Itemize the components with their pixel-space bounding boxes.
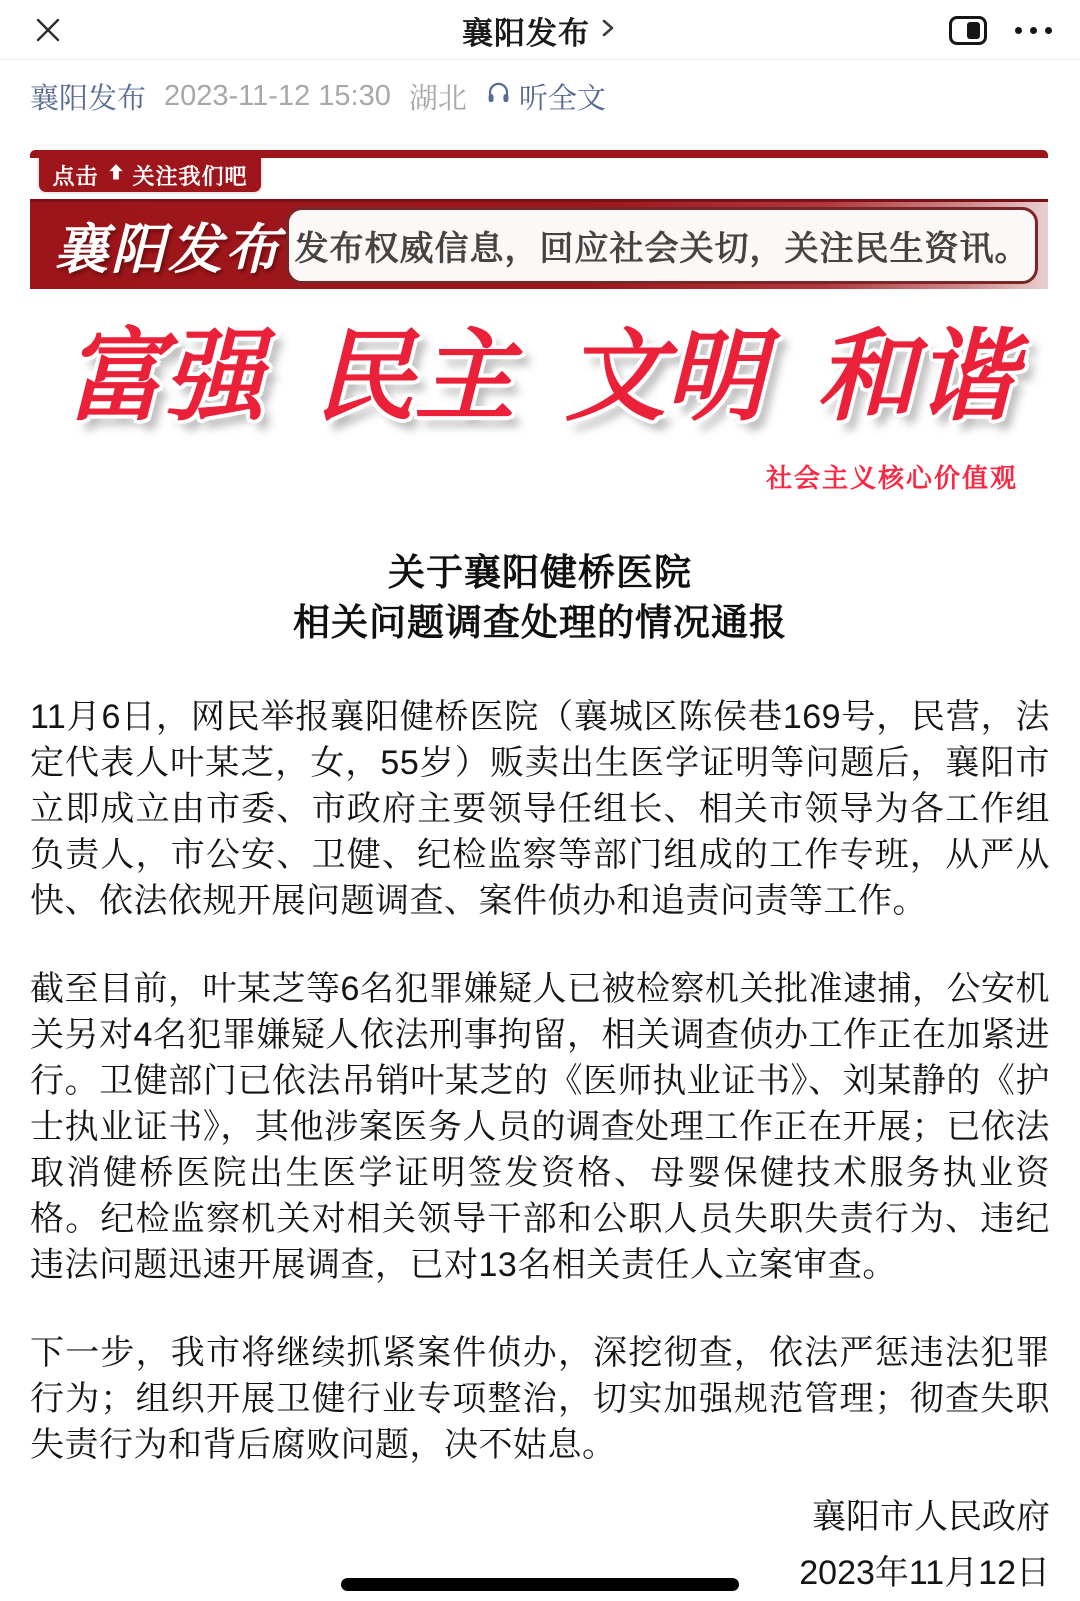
article-body xyxy=(30,548,1050,1596)
core-values-words xyxy=(30,318,1050,438)
core-value-word: 文明 xyxy=(565,322,766,433)
article-paragraph: 11月6日，网民举报襄阳健桥医院（襄城区陈侯巷169号，民营，法定代表人叶某芝，女，55岁）贩卖出生医学证明等问题后，襄阳市立即成立由市委、市政府主要领导任组长、相关市领导为各工作组负责人，市公安、卫健、纪检监察等部门组成的工作专班，从严从快、依法依规开展问题调查、案件侦办和追责问责等工作。 xyxy=(30,698,1050,920)
banner-slogan-box xyxy=(286,207,1038,284)
core-value-word: 民主 xyxy=(314,322,515,433)
top-nav-bar xyxy=(0,0,1080,60)
more-options-icon[interactable] xyxy=(1015,27,1052,34)
core-values-image[interactable] xyxy=(30,318,1050,508)
account-header-banner[interactable] xyxy=(30,150,1048,289)
publish-datetime: 2023-11-12 15:30 xyxy=(164,79,391,112)
article-title-line-2: 相关问题调查处理的情况通报 xyxy=(293,602,787,643)
close-icon[interactable] xyxy=(34,16,62,44)
follow-tab-suffix: 关注我们吧 xyxy=(132,163,248,189)
banner-slogan-text: 发布权威信息，回应社会关切，关注民生资讯。 xyxy=(294,231,1030,268)
nav-right-actions xyxy=(949,0,1052,60)
article-title xyxy=(30,548,1050,648)
listen-full-text-button[interactable] xyxy=(485,76,606,117)
publish-location: 湖北 xyxy=(408,82,467,115)
float-window-icon[interactable] xyxy=(949,16,987,45)
banner-main-strip xyxy=(30,199,1048,289)
banner-brand-calligraphy: 襄阳发布 xyxy=(54,220,282,280)
article-meta-row xyxy=(30,76,1050,116)
signature-date: 2023年11月12日 xyxy=(799,1554,1050,1592)
listen-full-text-label: 听全文 xyxy=(518,82,606,115)
core-value-word: 富强 xyxy=(64,322,264,433)
core-values-caption: 社会主义核心价值观 xyxy=(765,463,1018,493)
arrow-up-icon xyxy=(106,162,126,188)
article-paragraph: 截至目前，叶某芝等6名犯罪嫌疑人已被检察机关批准逮捕，公安机关另对4名犯罪嫌疑人依法刑事拘留，相关调查侦办工作正在加紧进行。卫健部门已依法吊销叶某芝的《医师执业证书》、刘某静的《护士执业证书》，其他涉案医务人员的调查处理工作正在开展；已依法取消健桥医院出生医学证明签发资格、母婴保健技术服务执业资格。纪检监察机关对相关领导干部和公职人员失职失责行为、违纪违法问题迅速开展调查，已对13名相关责任人立案审查。 xyxy=(30,970,1050,1284)
article-paragraph: 下一步，我市将继续抓紧案件侦办，深挖彻查，依法严惩违法犯罪行为；组织开展卫健行业专项整治，切实加强规范管理；彻查失职失责行为和背后腐败问题，决不姑息。 xyxy=(30,1334,1050,1464)
headphone-icon xyxy=(485,79,512,114)
chevron-right-icon xyxy=(598,14,618,47)
banner-top-strip xyxy=(30,150,1048,158)
signature-organization: 襄阳市人民政府 xyxy=(812,1498,1050,1536)
core-value-word: 和谐 xyxy=(815,322,1016,433)
article-title-line-1: 关于襄阳健桥医院 xyxy=(388,552,692,593)
follow-us-tab xyxy=(37,158,263,194)
home-indicator-bar[interactable] xyxy=(341,1578,739,1591)
nav-title-group xyxy=(0,0,1080,60)
page-title[interactable]: 襄阳发布 xyxy=(462,15,590,51)
account-name-link[interactable]: 襄阳发布 xyxy=(30,82,147,115)
follow-tab-prefix: 点击 xyxy=(52,163,99,189)
